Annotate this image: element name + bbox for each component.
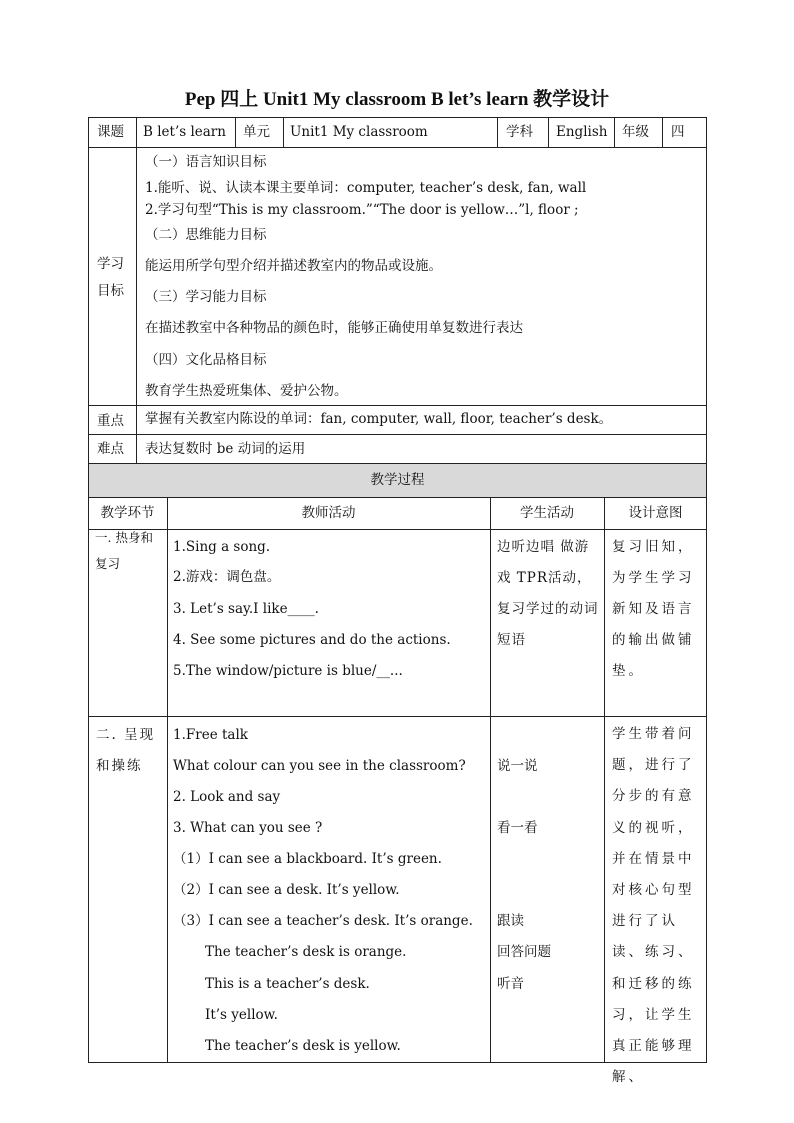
goal-line: 能运用所学句型介绍并描述教室内的物品或设施。 bbox=[145, 258, 442, 274]
unit-value: Unit1 My classroom bbox=[290, 124, 428, 140]
col-stage: 教学环节 bbox=[100, 505, 155, 521]
teacher-activity: 3. Let’s say.I like____. bbox=[173, 601, 319, 617]
keypoint-label: 重点 bbox=[97, 413, 124, 429]
difficulty-value: 表达复数时 be 动词的运用 bbox=[145, 441, 306, 457]
goals-label-line2: 目标 bbox=[97, 283, 124, 299]
student-activity: 回答问题 bbox=[497, 944, 551, 960]
teacher-activity: 1.Free talk bbox=[173, 727, 248, 743]
subject-title-label: 课题 bbox=[97, 124, 124, 140]
teacher-activity: 2.游戏：调色盘。 bbox=[173, 569, 281, 585]
teacher-activity: What colour can you see in the classroom? bbox=[173, 758, 466, 774]
goal-line: （四）文化品格目标 bbox=[145, 352, 267, 368]
intent-presentation: 学生带着问题，进行了分步的有意义的视听，并在情景中对核心句型进行了认读、练习、和迁移的练习，让学生真正能够理解、 bbox=[612, 726, 695, 1086]
col-teacher: 教师活动 bbox=[301, 505, 356, 521]
teacher-activity: 2. Look and say bbox=[173, 789, 281, 805]
stage-warmup: 一. 热身和复习 bbox=[95, 530, 153, 571]
grade-label: 年级 bbox=[622, 124, 649, 140]
difficulty-label: 难点 bbox=[97, 441, 124, 457]
student-activity-warmup: 边听边唱 做游戏 TPR活动，复习学过的动词短语 bbox=[497, 539, 599, 648]
teacher-activity: The teacher’s desk is yellow. bbox=[205, 1038, 401, 1054]
goal-line: 教育学生热爱班集体、爱护公物。 bbox=[145, 383, 348, 399]
teacher-activity: This is a teacher’s desk. bbox=[205, 976, 370, 992]
stage-presentation: 二. 呈现和操练 bbox=[96, 727, 156, 774]
page-title: Pep 四上 Unit1 My classroom B let’s learn 教学设计 bbox=[184, 89, 610, 110]
col-intent: 设计意图 bbox=[628, 505, 683, 521]
unit-label: 单元 bbox=[243, 124, 270, 140]
teacher-activity: 5.The window/picture is blue/__... bbox=[173, 663, 403, 679]
goal-line: 2.学习句型“This is my classroom.”“The door is yellow…”l, floor ; bbox=[145, 202, 579, 218]
teacher-activity: （1）I can see a blackboard. It’s green. bbox=[173, 851, 442, 867]
goal-line: 在描述教室中各种物品的颜色时，能够正确使用单复数进行表达 bbox=[145, 320, 523, 336]
discipline-value: English bbox=[556, 124, 608, 140]
goals-label-line1: 学习 bbox=[97, 256, 124, 272]
subject-title-value: B let’s learn bbox=[143, 124, 226, 140]
teacher-activity: 3. What can you see ? bbox=[173, 820, 323, 836]
student-activity: 看一看 bbox=[497, 820, 538, 836]
col-student: 学生活动 bbox=[520, 505, 574, 521]
student-activity: 跟读 bbox=[497, 913, 524, 929]
goal-line: 1.能听、说、认读本课主要单词：computer, teacher’s desk, fan, wall bbox=[145, 180, 587, 196]
goal-line: （一）语言知识目标 bbox=[145, 154, 267, 170]
student-activity: 听音 bbox=[497, 976, 524, 992]
student-activity: 说一说 bbox=[497, 758, 538, 774]
teacher-activity: （2）I can see a desk. It’s yellow. bbox=[173, 882, 400, 898]
discipline-label: 学科 bbox=[506, 124, 533, 140]
teacher-activity: 4. See some pictures and do the actions. bbox=[173, 632, 451, 648]
grade-value: 四 bbox=[671, 124, 685, 140]
goal-line: （三）学习能力目标 bbox=[145, 289, 267, 305]
keypoint-value: 掌握有关教室内陈设的单词：fan, computer, wall, floor, teacher’s desk。 bbox=[145, 411, 613, 427]
intent-warmup: 复习旧知，为学生学习新知及语言的输出做铺垫。 bbox=[612, 539, 695, 679]
teacher-activity: The teacher’s desk is orange. bbox=[205, 944, 407, 960]
teacher-activity: It’s yellow. bbox=[205, 1007, 278, 1023]
process-title: 教学过程 bbox=[370, 472, 425, 488]
teacher-activity: 1.Sing a song. bbox=[173, 539, 271, 555]
goal-line: （二）思维能力目标 bbox=[145, 227, 267, 243]
teacher-activity: （3）I can see a teacher’s desk. It’s orange. bbox=[173, 913, 473, 929]
